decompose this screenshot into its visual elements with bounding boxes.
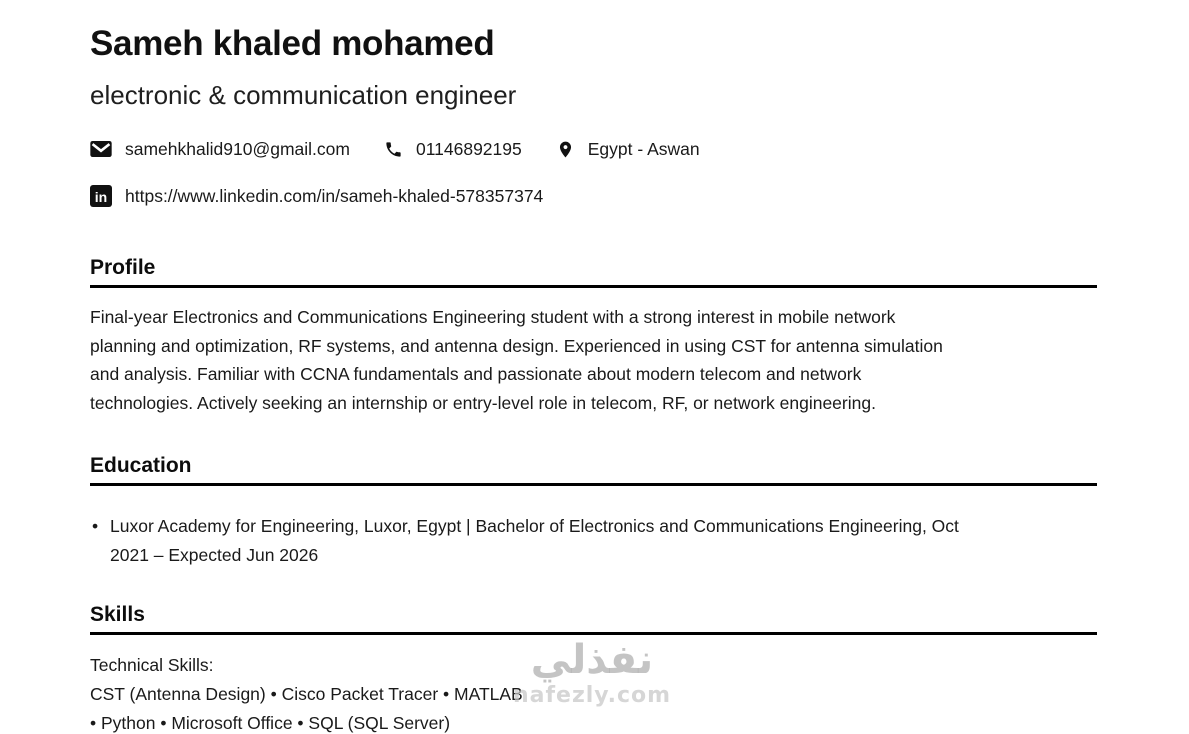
education-line: 2021 – Expected Jun 2026 xyxy=(110,544,319,565)
skills-heading: Skills xyxy=(90,601,1097,635)
section-education xyxy=(90,452,1097,569)
section-skills xyxy=(90,601,1097,734)
profile-line: planning and optimization, RF systems, and antenna design. Experienced in using CST for antenna simulation xyxy=(90,335,943,356)
person-name: Sameh khaled mohamed xyxy=(90,24,495,63)
skills-text xyxy=(90,651,1097,734)
section-profile xyxy=(90,254,1097,418)
location-pin-icon xyxy=(556,140,575,159)
location-text: Egypt - Aswan xyxy=(587,138,700,159)
contact-email xyxy=(90,139,350,160)
skills-line: CST (Antenna Design) • Cisco Packet Tracer • MATLAB xyxy=(90,683,523,704)
education-heading: Education xyxy=(90,452,1097,486)
profile-line: and analysis. Familiar with CCNA fundamentals and passionate about modern telecom and network xyxy=(90,364,862,385)
phone-icon xyxy=(384,140,403,159)
education-entry xyxy=(90,512,1097,569)
education-list xyxy=(90,512,1097,569)
profile-line: Final-year Electronics and Communications Engineering student with a strong interest in mobile network xyxy=(90,307,896,327)
linkedin-url[interactable]: https://www.linkedin.com/in/sameh-khaled-578357374 xyxy=(125,185,544,206)
watermark-arabic-logo: نفذلي xyxy=(530,637,654,683)
skills-line: Technical Skills: xyxy=(90,655,214,676)
job-title: electronic & communication engineer xyxy=(90,80,517,110)
contact-location xyxy=(556,139,700,160)
linkedin-icon: in xyxy=(90,185,112,207)
contact-phone xyxy=(384,139,522,160)
phone-text: 01146892195 xyxy=(415,138,522,159)
profile-heading: Profile xyxy=(90,254,1097,288)
envelope-icon xyxy=(90,141,112,157)
email-text[interactable]: samehkhalid910@gmail.com xyxy=(125,138,350,159)
watermark-site-name: nafezly.com xyxy=(512,683,672,708)
skills-line: • Python • Microsoft Office • SQL (SQL Server) xyxy=(90,712,451,733)
profile-line: technologies. Actively seeking an internship or entry-level role in telecom, RF, or network engineering. xyxy=(90,393,876,414)
contact-linkedin xyxy=(90,184,1097,208)
profile-text xyxy=(90,303,1097,418)
education-line: • Luxor Academy for Engineering, Luxor, Egypt | Bachelor of Electronics and Communications Engineering, Oct xyxy=(110,515,959,536)
contact-row xyxy=(90,136,1097,162)
